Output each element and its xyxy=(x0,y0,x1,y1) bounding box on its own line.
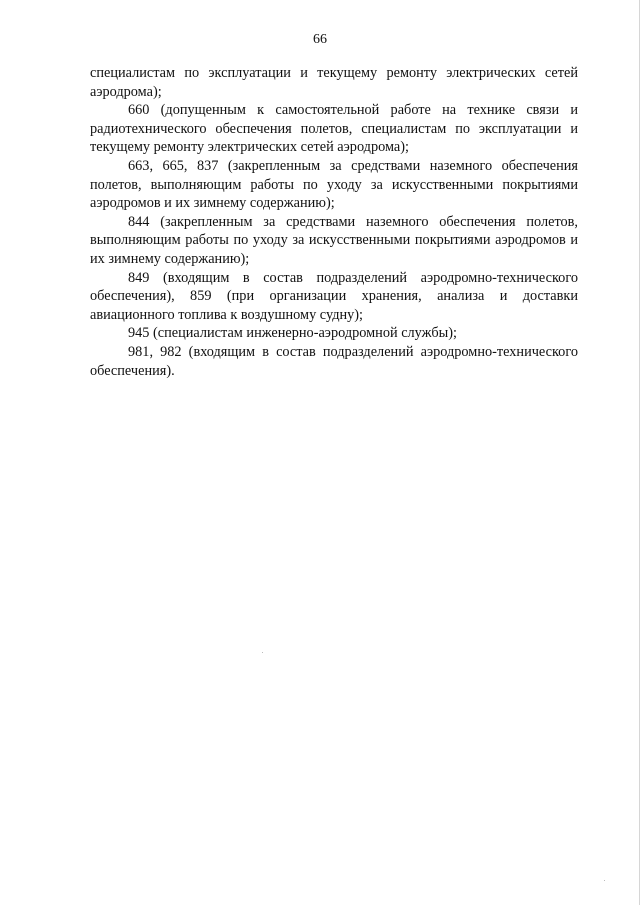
paragraph-continuation: специалистам по эксплуатации и текущему ремонту электрических сетей аэродрома); xyxy=(90,65,578,100)
paragraph-945: 945 (специалистам инженерно-аэродромной службы); xyxy=(128,325,457,342)
paragraph-849-859: 849 (входящим в состав подразделений аэродромно-технического обеспечения), 859 (при организации хранения, анализа и доставки авиационного топлива к воздушному судну); xyxy=(90,269,578,323)
paragraph-844: 844 (закрепленным за средствами наземного обеспечения полетов, выполняющим работы по уходу за искусственными покрытиями аэродромов и их зимнему содержанию); xyxy=(90,213,578,267)
document-body xyxy=(90,64,578,380)
paragraph-663-665-837: 663, 665, 837 (закрепленным за средствами наземного обеспечения полетов, выполняющим работы по уходу за искусственными покрытиями аэродромов и их зимнему содержанию); xyxy=(90,157,578,212)
paragraph-981-982: 981, 982 (входящим в состав подразделений аэродромно-технического обеспечения). xyxy=(90,343,578,379)
paragraph-660: 660 (допущенным к самостоятельной работе на технике связи и радиотехнического обеспечения полетов, специалистам по эксплуатации и текущему ремонту электрических сетей аэродрома); xyxy=(90,102,578,156)
page-number: 66 xyxy=(313,32,327,47)
scan-speck xyxy=(262,652,263,653)
scan-speck xyxy=(604,880,605,881)
